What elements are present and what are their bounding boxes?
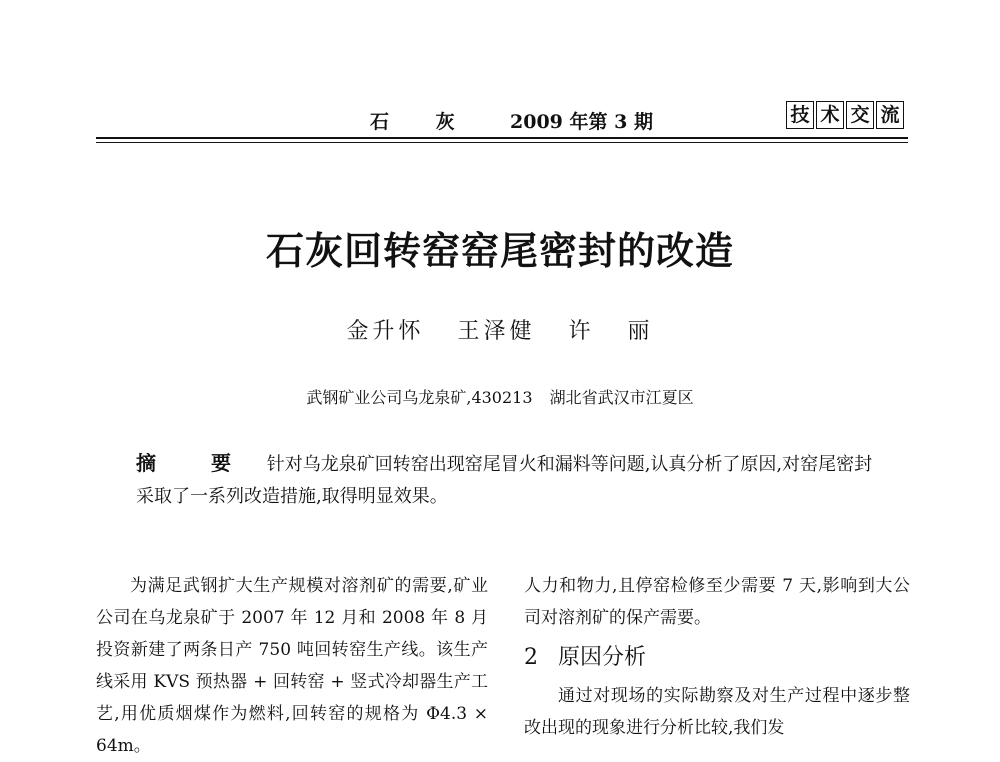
author-affiliation: 武钢矿业公司乌龙泉矿,430213 湖北省武汉市江夏区 <box>306 388 694 407</box>
section-title: 原因分析 <box>558 645 647 670</box>
journal-name: 石 灰 <box>370 111 475 133</box>
section-tag-char: 术 <box>816 101 844 129</box>
issue-number: 2009 年第 3 期 <box>510 111 653 133</box>
section-tag-char: 交 <box>846 101 874 129</box>
body-paragraph: 通过对现场的实际勘察及对生产过程中逐步整改出现的现象进行分析比较,我们发 <box>524 686 910 738</box>
author-list: 金升怀 王泽健 许 丽 <box>346 319 654 344</box>
body-paragraph: 人力和物力,且停窑检修至少需要 7 天,影响到大公司对溶剂矿的保产需要。 <box>524 576 910 628</box>
header-rule-thick <box>96 137 908 139</box>
section-tag-char: 技 <box>786 101 814 129</box>
header-rule-thin <box>96 142 908 143</box>
body-column-left <box>96 570 488 762</box>
abstract-text: 针对乌龙泉矿回转窑出现窑尾冒火和漏料等问题,认真分析了原因,对窑尾密封采取了一系列改造措施,取得明显效果。 <box>136 454 873 507</box>
article-title: 石灰回转窑窑尾密封的改造 <box>265 228 734 273</box>
abstract <box>136 447 876 513</box>
section-tag-char: 流 <box>876 101 904 129</box>
body-column-right <box>524 570 910 744</box>
abstract-label: 摘 要 <box>136 451 255 475</box>
section-number: 2 <box>524 645 538 670</box>
section-tag <box>786 101 904 129</box>
body-paragraph: 为满足武钢扩大生产规模对溶剂矿的需要,矿业公司在乌龙泉矿于 2007 年 12 月和 2008 年 8 月投资新建了两条日产 750 吨回转窑生产线。该生产线采用 KVS 预热器 + 回转窑 + 竖式冷却器生产工艺,用优质烟煤作为燃料,回转窑的规格为 Φ4.3 × 64m。 <box>96 576 488 756</box>
section-heading <box>524 640 910 676</box>
